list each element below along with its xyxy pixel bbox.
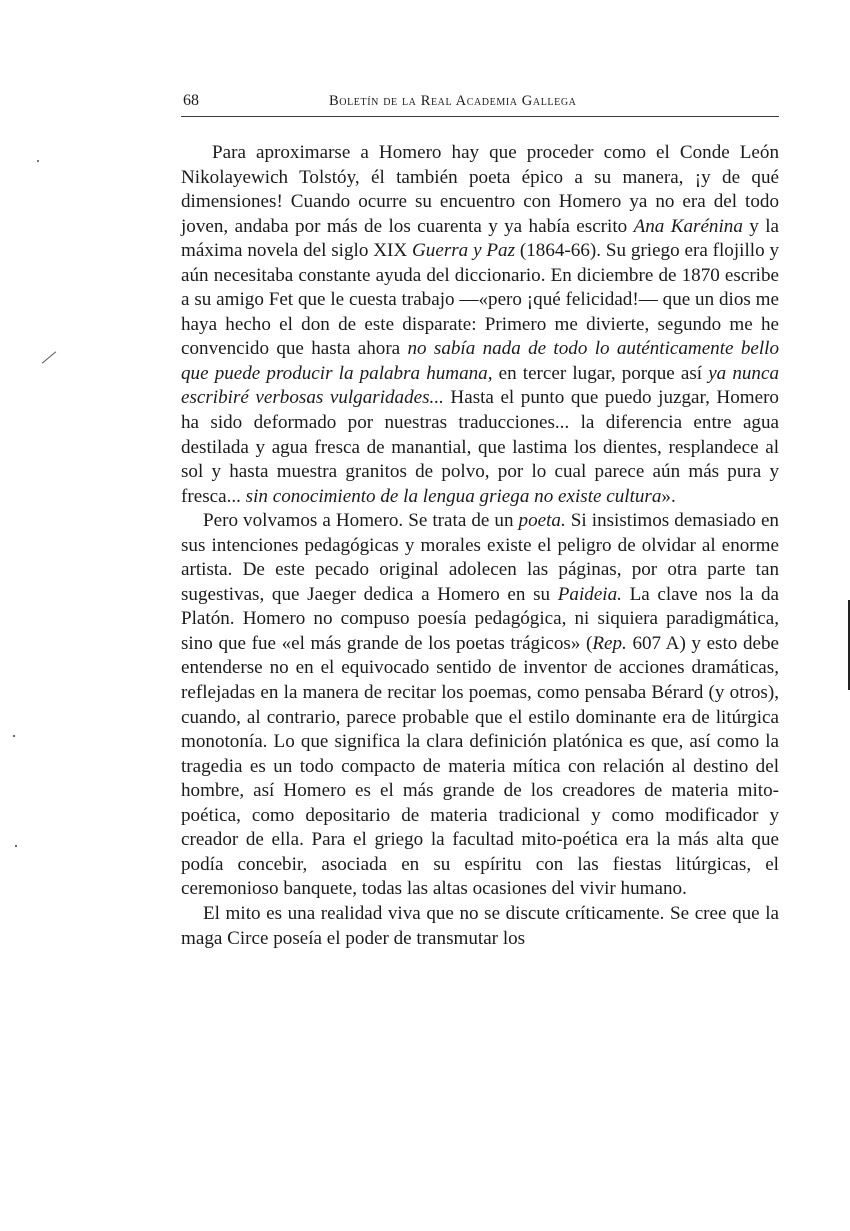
- paragraph-tolstoy: [181, 141, 779, 509]
- text-run: Para aproximarse a Homero hay que proceder como el Conde León Nikolayewich Tolstóy, él también poeta épico a su manera, ¡y de qué dimensiones! Cuando ocurre su encuentro con Homero ya no era del todo joven, andaba por más de los cuarenta y ya había escrito: [181, 142, 779, 237]
- text-run: en tercer lugar, porque así: [492, 362, 709, 384]
- text-run: La clave nos la da Platón. Homero no compuso poesía pedagógica, ni siquiera paradigmática, sino que fue «el más grande de los poetas trágicos» (: [181, 583, 779, 654]
- italic-quote: no sabía nada de todo lo auténticamente bello que puede producir la palabra humana,: [181, 338, 779, 384]
- text-run: 607 A) y esto debe entenderse no en el equivocado sentido de inventor de acciones dramáticas, reflejadas en la manera de recitar los poemas, como pensaba Bérard (y otros), cuando, al contrario, parece probable que el estilo dominante era de litúrgica monotonía. Lo que significa la clara definición platónica es que, así como la tragedia es un todo compacto de materia mítica con relación al destino del hombre, así Homero es el más grande de los creadores de materia mito-poética, como depositario de materia tradicional y como modificador y creador de ella. Para el griego la facultad mito-poética era la más alta que podía concebir, asociada en su espíritu con las fiestas litúrgicas, el ceremonioso banquete, todas las altas ocasiones del vivir humano.: [181, 632, 779, 900]
- italic-title: Guerra y Paz: [412, 240, 516, 262]
- scan-mark: [13, 735, 15, 737]
- text-run: (1864-66). Su griego era flojillo y aún necesitaba constante ayuda del diccionario. En diciembre de 1870 escribe a su amigo Fet que le cuesta trabajo —«pero ¡qué felicidad!— que un dios me haya hecho el don de este disparate: Primero me divierte, segundo me he convencido que hasta ahora: [181, 240, 780, 360]
- body-text: [181, 141, 779, 951]
- running-header: [181, 90, 779, 117]
- text-run: Hasta el punto que puedo juzgar, Homero ha sido deformado por nuestras traducciones... la diferencia entre agua destilada y agua fresca de manantial, que lastima los dientes, resplandece al sol y hasta muestra granitos de polvo, por lo cual parece aún más pura y fresca...: [181, 387, 779, 507]
- paragraph-poeta: [181, 509, 779, 902]
- italic-quote: sin conocimiento de la lengua griega no existe cultura: [245, 485, 662, 507]
- text-run: y la máxima novela del siglo XIX: [181, 215, 780, 262]
- italic-title: Ana Karénina: [633, 215, 743, 237]
- italic-quote: ya nunca escribiré verbosas vulgaridades...: [181, 362, 779, 409]
- italic-citation: Rep.: [592, 632, 627, 654]
- running-title: Boletín de la Real Academia Gallega: [329, 93, 577, 109]
- text-run: Si insistimos demasiado en sus intenciones pedagógicas y morales existe el peligro de olvidar al enorme artista. De este pecado original adolecen las páginas, por otra parte tan sugestivas, que Jaeger dedica a Homero en su: [181, 510, 779, 605]
- scan-mark: [37, 160, 39, 162]
- text-run: Pero volvamos a Homero. Se trata de un: [203, 510, 519, 532]
- italic-title: Paideia.: [557, 583, 622, 605]
- text-run: El mito es una realidad viva que no se discute críticamente. Se cree que la maga Circe poseía el poder de transmutar los: [181, 902, 779, 949]
- page-number: 68: [183, 92, 199, 109]
- italic-word: poeta.: [518, 510, 566, 532]
- text-run: ».: [661, 485, 676, 507]
- scan-mark: [15, 845, 17, 847]
- scan-mark: [42, 351, 56, 363]
- paragraph-mito: [181, 902, 779, 951]
